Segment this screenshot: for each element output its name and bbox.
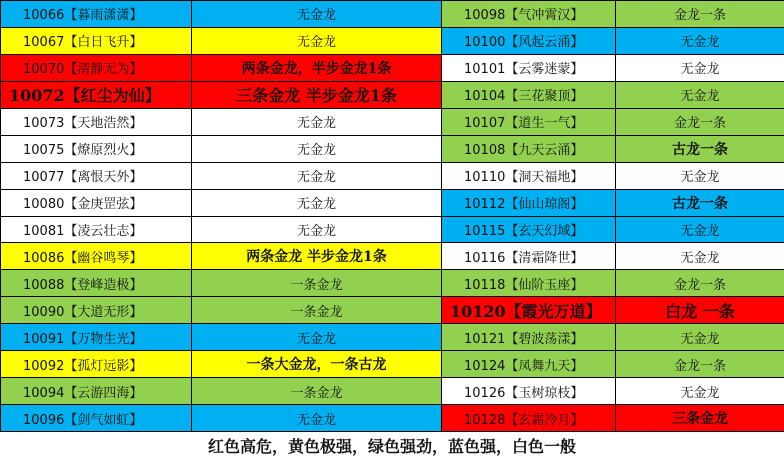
server-name-cell: 10072【红尘为仙】: [1, 81, 192, 108]
dragon-status-cell: 无金龙: [192, 189, 442, 216]
dragon-status-cell: 无金龙: [192, 405, 442, 432]
dragon-status-cell: 无金龙: [616, 27, 784, 54]
server-name-cell: 10090【大道无形】: [1, 297, 192, 324]
dragon-status-cell: 无金龙: [616, 54, 784, 81]
server-name-cell: 10107【道生一气】: [442, 108, 616, 135]
dragon-status-cell: 无金龙: [616, 216, 784, 243]
server-name-cell: 10098【气冲霄汉】: [442, 1, 616, 28]
dragon-status-cell: 无金龙: [192, 108, 442, 135]
dragon-status-cell: 无金龙: [192, 162, 442, 189]
table-row: [1, 54, 784, 81]
dragon-status-cell: 一条金龙: [192, 378, 442, 405]
server-name-cell: 10077【离恨天外】: [1, 162, 192, 189]
dragon-status-cell: 古龙一条: [616, 189, 784, 216]
server-name-cell: 10081【凌云壮志】: [1, 216, 192, 243]
table-row: [1, 27, 784, 54]
server-name-cell: 10118【仙阶玉座】: [442, 270, 616, 297]
table-row: [1, 270, 784, 297]
dragon-status-cell: 金龙一条: [616, 1, 784, 28]
server-name-cell: 10126【玉树琼枝】: [442, 378, 616, 405]
dragon-status-cell: 一条金龙: [192, 297, 442, 324]
dragon-status-cell: 两条金龙 半步金龙1条: [192, 243, 442, 270]
table-row: [1, 189, 784, 216]
table-row: [1, 108, 784, 135]
table-row: [1, 378, 784, 405]
table-row: [1, 243, 784, 270]
server-name-cell: 10070【清静无为】: [1, 54, 192, 81]
dragon-status-cell: 一条大金龙，一条古龙: [192, 351, 442, 378]
table-row: [1, 405, 784, 432]
server-name-cell: 10108【九天云涌】: [442, 135, 616, 162]
server-name-cell: 10094【云游四海】: [1, 378, 192, 405]
server-name-cell: 10067【白日飞升】: [1, 27, 192, 54]
server-name-cell: 10112【仙山琼阁】: [442, 189, 616, 216]
dragon-status-cell: 白龙 一条: [616, 297, 784, 324]
server-name-cell: 10066【暮雨潇潇】: [1, 1, 192, 28]
dragon-status-cell: 无金龙: [616, 243, 784, 270]
dragon-status-cell: 三条金龙 半步金龙1条: [192, 81, 442, 108]
server-name-cell: 10120【霞光万道】: [442, 297, 616, 324]
table-row: [1, 216, 784, 243]
dragon-status-cell: 古龙一条: [616, 135, 784, 162]
server-name-cell: 10075【燎原烈火】: [1, 135, 192, 162]
dragon-status-cell: 无金龙: [192, 216, 442, 243]
server-name-cell: 10124【凤舞九天】: [442, 351, 616, 378]
server-name-cell: 10088【登峰造极】: [1, 270, 192, 297]
table-row: [1, 351, 784, 378]
dragon-status-cell: 无金龙: [616, 81, 784, 108]
server-name-cell: 10115【玄天幻域】: [442, 216, 616, 243]
server-name-cell: 10080【金庚罡弦】: [1, 189, 192, 216]
table-row: [1, 81, 784, 108]
dragon-status-cell: 无金龙: [192, 1, 442, 28]
server-name-cell: 10121【碧波荡漾】: [442, 324, 616, 351]
dragon-status-cell: 三条金龙: [616, 405, 784, 432]
table-row: [1, 1, 784, 28]
dragon-status-cell: 一条金龙: [192, 270, 442, 297]
dragon-status-cell: 无金龙: [616, 162, 784, 189]
dragon-status-cell: 无金龙: [616, 324, 784, 351]
dragon-status-cell: 两条金龙，半步金龙1条: [192, 54, 442, 81]
server-name-cell: 10091【万物生光】: [1, 324, 192, 351]
server-name-cell: 10116【清霜降世】: [442, 243, 616, 270]
server-name-cell: 10104【三花聚顶】: [442, 81, 616, 108]
server-name-cell: 10092【孤灯远影】: [1, 351, 192, 378]
server-name-cell: 10110【洞天福地】: [442, 162, 616, 189]
server-name-cell: 10073【天地浩然】: [1, 108, 192, 135]
server-name-cell: 10101【云雾迷蒙】: [442, 54, 616, 81]
table-row: [1, 297, 784, 324]
dragon-status-cell: 金龙一条: [616, 351, 784, 378]
color-legend-note: 红色高危，黄色极强，绿色强劲，蓝色强，白色一般: [207, 437, 576, 456]
server-table-body: [1, 1, 784, 432]
server-name-cell: 10100【风起云涌】: [442, 27, 616, 54]
dragon-status-cell: 金龙一条: [616, 270, 784, 297]
server-name-cell: 10086【幽谷鸣琴】: [1, 243, 192, 270]
dragon-status-cell: 无金龙: [192, 27, 442, 54]
dragon-status-cell: 无金龙: [192, 135, 442, 162]
table-row: [1, 162, 784, 189]
server-name-cell: 10096【剑气如虹】: [1, 405, 192, 432]
dragon-status-cell: 金龙一条: [616, 108, 784, 135]
dragon-status-cell: 无金龙: [616, 378, 784, 405]
server-name-cell: 10128【玄霜冷月】: [442, 405, 616, 432]
table-row: [1, 324, 784, 351]
table-row: [1, 135, 784, 162]
dragon-status-cell: 无金龙: [192, 324, 442, 351]
